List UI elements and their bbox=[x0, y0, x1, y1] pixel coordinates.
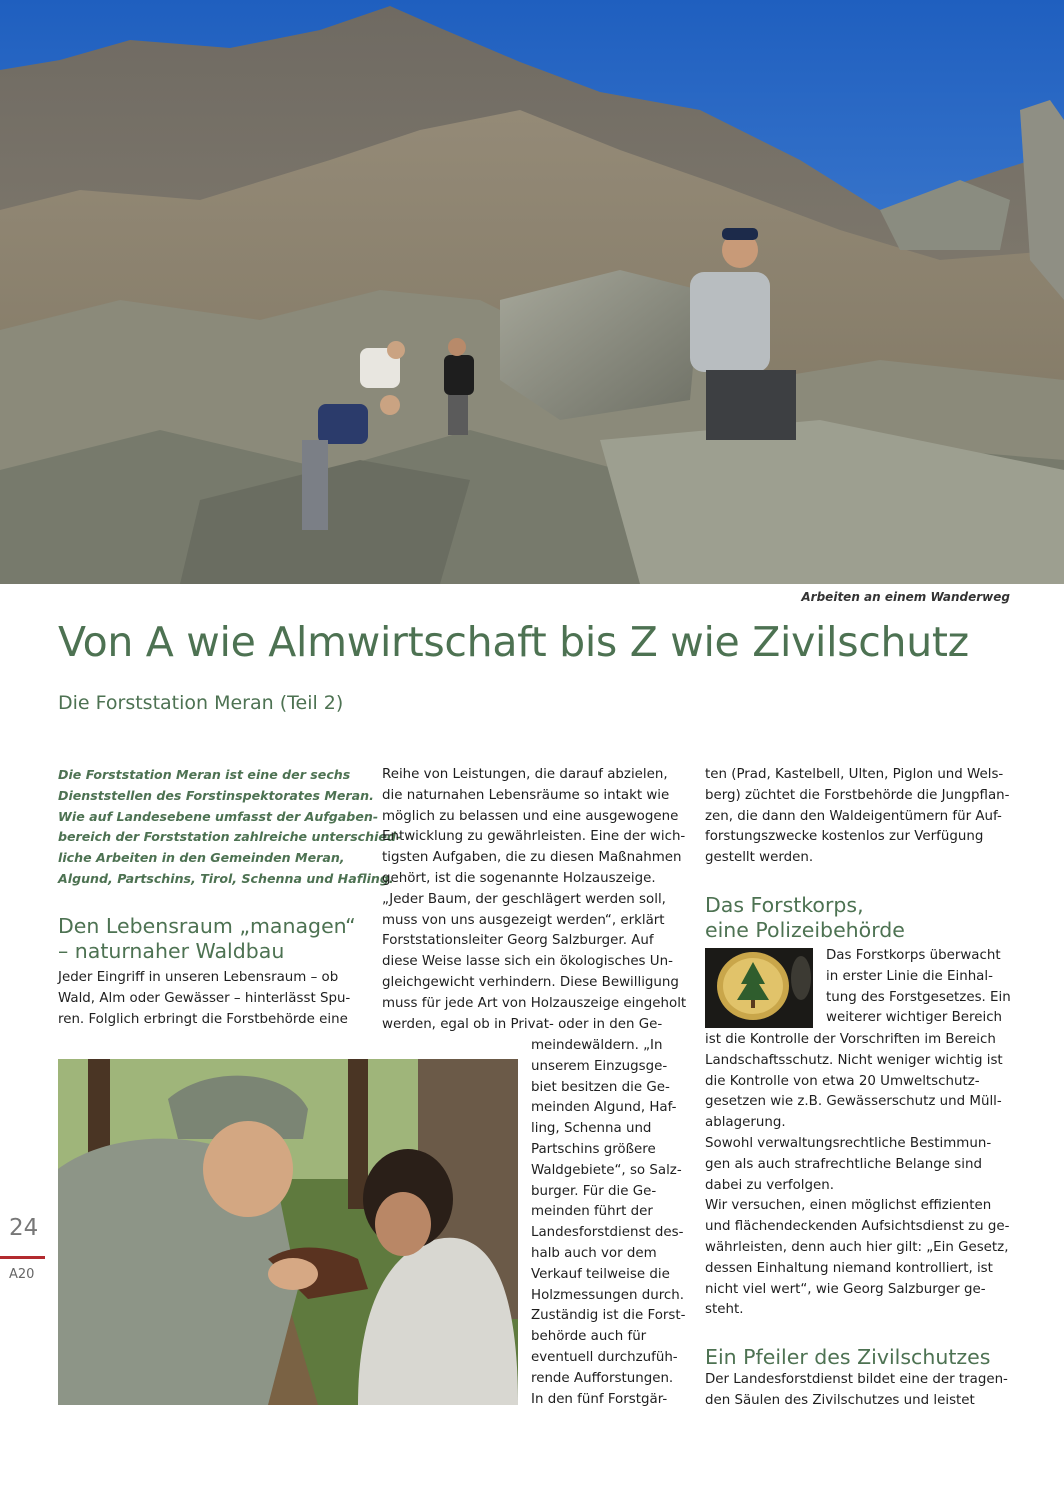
forest-ranger-photo bbox=[58, 1059, 518, 1405]
text-line: Sowohl verwaltungsrechtliche Bestimmun- bbox=[705, 1135, 992, 1151]
section3-text bbox=[705, 1370, 1008, 1412]
lead-line: bereich der Forststation zahlreiche unterschied- bbox=[58, 829, 402, 845]
text-line: dabei zu verfolgen. bbox=[705, 1177, 834, 1193]
section1-text bbox=[58, 968, 350, 1030]
text-line: Wir versuchen, einen möglichst effizienten bbox=[705, 1198, 992, 1214]
text-line: gen als auch strafrechtliche Belange sind bbox=[705, 1156, 982, 1172]
hero-photo bbox=[0, 0, 1064, 584]
text-line: möglich zu belassen und eine ausgewogene bbox=[382, 808, 679, 824]
text-line: Entwicklung zu gewährleisten. Eine der wich- bbox=[382, 829, 686, 845]
text-line: Landesforstdienst des- bbox=[531, 1225, 684, 1241]
text-line: diese Weise lasse sich ein ökologisches Un- bbox=[382, 954, 673, 970]
article-subtitle: Die Forststation Meran (Teil 2) bbox=[58, 692, 344, 714]
text-line: ren. Folglich erbringt die Forstbehörde eine bbox=[58, 1011, 348, 1027]
text-line: Partschins größere bbox=[531, 1141, 656, 1157]
text-line: „Jeder Baum, der geschlägert werden soll, bbox=[382, 891, 666, 907]
heading-line: – naturnaher Waldbau bbox=[58, 939, 285, 963]
heading-line: eine Polizeibehörde bbox=[705, 918, 905, 942]
text-line: tigsten Aufgaben, die zu diesen Maßnahmen bbox=[382, 850, 682, 866]
text-line: Jeder Eingriff in unseren Lebensraum – ob bbox=[58, 970, 339, 985]
text-line: die Kontrolle von etwa 20 Umweltschutz- bbox=[705, 1073, 980, 1089]
text-line: steht. bbox=[705, 1302, 744, 1318]
text-line: muss für jede Art von Holzauszeige eingeholt bbox=[382, 995, 687, 1011]
text-line: und flächendeckenden Aufsichtsdienst zu ge- bbox=[705, 1219, 1010, 1235]
article-lead bbox=[58, 765, 402, 890]
text-line: burger. Für die Ge- bbox=[531, 1183, 657, 1199]
text-line: forstungszwecke kostenlos zur Verfügung bbox=[705, 829, 984, 845]
text-line: Der Landesforstdienst bildet eine der tragen- bbox=[705, 1372, 1008, 1387]
text-line: zen, die dann den Waldeigentümern für Auf- bbox=[705, 808, 1002, 824]
text-line: ten (Prad, Kastelbell, Ulten, Piglon und Wels- bbox=[705, 767, 1004, 782]
text-line: ling, Schenna und bbox=[531, 1121, 652, 1137]
text-line: berg) züchtet die Forstbehörde die Jungpflan- bbox=[705, 787, 1010, 803]
text-line: unserem Einzugsge- bbox=[531, 1058, 668, 1074]
text-line: muss von uns ausgezeigt werden“, erklärt bbox=[382, 912, 665, 928]
text-line: gehört, ist die sogenannte Holzauszeige. bbox=[382, 870, 656, 886]
section2-text bbox=[705, 1030, 1009, 1321]
text-line: halb auch vor dem bbox=[531, 1245, 657, 1261]
text-line: werden, egal ob in Privat- oder in den Ge- bbox=[382, 1016, 663, 1032]
text-line: gesetzen wie z.B. Gewässerschutz und Müll- bbox=[705, 1094, 1002, 1110]
text-line: ist die Kontrolle der Vorschriften im Bereich bbox=[705, 1032, 996, 1047]
text-line: weiterer wichtiger Bereich bbox=[826, 1010, 1003, 1026]
text-line: gleichgewicht verhindern. Diese Bewilligung bbox=[382, 974, 679, 990]
lead-line: Die Forststation Meran ist eine der sechs bbox=[58, 767, 351, 782]
text-line: Holzmessungen durch. bbox=[531, 1287, 685, 1303]
page-number: 24 bbox=[9, 1215, 39, 1241]
column3-top-text bbox=[705, 765, 1010, 869]
text-line: Das Forstkorps überwacht bbox=[826, 948, 1001, 963]
column2-text bbox=[382, 765, 686, 1035]
hero-caption: Arbeiten an einem Wanderweg bbox=[801, 590, 1010, 604]
section-heading-zivilschutz: Ein Pfeiler des Zivilschutzes bbox=[705, 1345, 991, 1369]
text-line: behörde auch für bbox=[531, 1329, 647, 1345]
text-line: meindewäldern. „In bbox=[531, 1038, 663, 1053]
text-line: währleisten, denn auch hier gilt: „Ein Gesetz, bbox=[705, 1239, 1009, 1255]
section-heading-lebensraum bbox=[58, 914, 356, 964]
lead-line: liche Arbeiten in den Gemeinden Meran, bbox=[58, 850, 345, 866]
text-line: rende Aufforstungen. bbox=[531, 1370, 674, 1386]
text-line: in erster Linie die Einhal- bbox=[826, 968, 993, 984]
text-line: In den fünf Forstgär- bbox=[531, 1391, 668, 1407]
text-line: tung des Forstgesetzes. Ein bbox=[826, 989, 1011, 1005]
text-line: den Säulen des Zivilschutzes und leistet bbox=[705, 1392, 975, 1408]
text-line: dessen Einhaltung niemand kontrolliert, ist bbox=[705, 1260, 993, 1276]
issue-code: A20 bbox=[9, 1267, 35, 1282]
forestry-badge-photo bbox=[705, 948, 813, 1028]
text-line: nicht viel wert“, wie Georg Salzburger ge- bbox=[705, 1281, 986, 1297]
heading-line: Den Lebensraum „managen“ bbox=[58, 914, 356, 938]
text-line: ablagerung. bbox=[705, 1115, 786, 1131]
text-line: meinden Algund, Haf- bbox=[531, 1100, 677, 1116]
article-title: Von A wie Almwirtschaft bis Z wie Zivilschutz bbox=[58, 618, 969, 666]
text-line: meinden führt der bbox=[531, 1204, 653, 1220]
section2-wrap-text bbox=[826, 946, 1011, 1029]
section-heading-forstkorps bbox=[705, 893, 905, 943]
text-line: Landschaftsschutz. Nicht weniger wichtig ist bbox=[705, 1052, 1003, 1068]
lead-line: Dienststellen des Forstinspektorates Meran. bbox=[58, 787, 374, 803]
page-divider bbox=[0, 1256, 45, 1259]
text-line: Reihe von Leistungen, die darauf abzielen, bbox=[382, 767, 668, 782]
lead-line: Wie auf Landesebene umfasst der Aufgaben- bbox=[58, 808, 379, 824]
column2-narrow-text bbox=[531, 1036, 685, 1410]
text-line: die naturnahen Lebensräume so intakt wie bbox=[382, 787, 670, 803]
text-line: Zuständig ist die Forst- bbox=[531, 1308, 686, 1324]
lead-line: Algund, Partschins, Tirol, Schenna und Hafling. bbox=[58, 870, 394, 886]
text-line: biet besitzen die Ge- bbox=[531, 1079, 670, 1095]
heading-line: Das Forstkorps, bbox=[705, 893, 864, 917]
text-line: Forststationsleiter Georg Salzburger. Auf bbox=[382, 933, 654, 949]
text-line: eventuell durchzufüh- bbox=[531, 1349, 678, 1365]
text-line: Wald, Alm oder Gewässer – hinterlässt Spu- bbox=[58, 990, 351, 1006]
text-line: Verkauf teilweise die bbox=[531, 1266, 670, 1282]
text-line: gestellt werden. bbox=[705, 850, 814, 866]
text-line: Waldgebiete“, so Salz- bbox=[531, 1162, 682, 1178]
